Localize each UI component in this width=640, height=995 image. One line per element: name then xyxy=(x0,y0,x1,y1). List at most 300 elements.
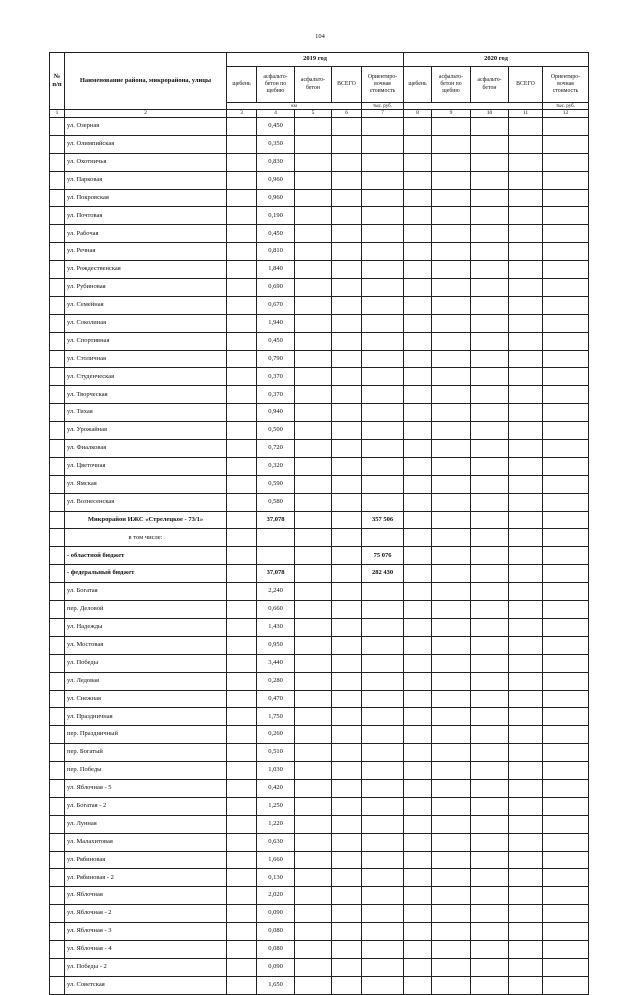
table-row xyxy=(50,404,589,422)
row-cell xyxy=(432,833,471,851)
row-cost xyxy=(362,869,404,887)
page-number: 104 xyxy=(315,33,325,40)
row-cell xyxy=(471,708,509,726)
row-cell xyxy=(509,493,543,511)
row-cell xyxy=(471,869,509,887)
row-cell xyxy=(332,135,362,153)
row-cost xyxy=(362,135,404,153)
row-cost: 282 430 xyxy=(362,565,404,583)
row-cost xyxy=(362,243,404,261)
table-row xyxy=(50,672,589,690)
row-cell xyxy=(543,296,589,314)
row-name: ул. Рябиновая xyxy=(65,851,227,869)
table-row xyxy=(50,958,589,976)
row-cell xyxy=(404,457,432,475)
row-cell xyxy=(332,726,362,744)
row-cell xyxy=(432,797,471,815)
row-cost xyxy=(362,726,404,744)
row-name: пер. Праздничный xyxy=(65,726,227,744)
row-cell xyxy=(404,243,432,261)
row-cell xyxy=(227,565,257,583)
row-cell xyxy=(332,583,362,601)
row-cell xyxy=(332,314,362,332)
row-cell xyxy=(471,654,509,672)
row-cell xyxy=(543,529,589,547)
row-cost xyxy=(362,618,404,636)
row-name: ул. Победы - 2 xyxy=(65,958,227,976)
row-cell xyxy=(432,851,471,869)
table-row xyxy=(50,565,589,583)
row-cell xyxy=(471,779,509,797)
row-length-km: 1,430 xyxy=(257,618,295,636)
row-length-km: 0,350 xyxy=(257,135,295,153)
row-cell xyxy=(543,511,589,529)
row-length-km: 0,670 xyxy=(257,296,295,314)
row-cell xyxy=(432,457,471,475)
row-cell xyxy=(432,636,471,654)
row-cell xyxy=(404,296,432,314)
row-cell xyxy=(509,332,543,350)
row-cell xyxy=(50,905,65,923)
header-asphalt-on-gravel: асфальто-бетон по щебню xyxy=(432,67,471,103)
row-length-km: 0,470 xyxy=(257,690,295,708)
row-length-km: 37,078 xyxy=(257,511,295,529)
row-cell xyxy=(332,404,362,422)
row-cost xyxy=(362,422,404,440)
row-cell xyxy=(332,225,362,243)
row-cell xyxy=(471,296,509,314)
row-cell xyxy=(509,833,543,851)
row-cell xyxy=(543,583,589,601)
row-name: пер. Победы xyxy=(65,762,227,780)
row-cell xyxy=(295,636,332,654)
row-cell xyxy=(227,314,257,332)
row-cell xyxy=(295,332,332,350)
row-name: ул. Олимпийская xyxy=(65,135,227,153)
table-row xyxy=(50,654,589,672)
row-cell xyxy=(432,296,471,314)
header-asphalt: асфальто-бетон xyxy=(471,67,509,103)
row-cell xyxy=(227,529,257,547)
row-cell xyxy=(471,225,509,243)
row-cell xyxy=(509,762,543,780)
col-index: 11 xyxy=(509,110,543,118)
row-cell xyxy=(332,118,362,136)
row-cell xyxy=(295,940,332,958)
row-cell xyxy=(543,118,589,136)
row-cell xyxy=(332,601,362,619)
row-name: ул. Семейная xyxy=(65,296,227,314)
row-cell xyxy=(332,368,362,386)
row-cell xyxy=(50,869,65,887)
row-cell xyxy=(50,475,65,493)
row-cell xyxy=(432,672,471,690)
row-cell xyxy=(227,511,257,529)
row-cell xyxy=(227,618,257,636)
row-cell xyxy=(295,457,332,475)
row-cell xyxy=(471,314,509,332)
row-cell xyxy=(509,314,543,332)
table-row xyxy=(50,171,589,189)
row-cell xyxy=(295,225,332,243)
row-cell xyxy=(543,547,589,565)
row-cell xyxy=(543,422,589,440)
row-cell xyxy=(432,475,471,493)
row-cell xyxy=(471,565,509,583)
table-row xyxy=(50,207,589,225)
row-cell xyxy=(227,708,257,726)
row-length-km: 0,450 xyxy=(257,118,295,136)
row-length-km: 0,420 xyxy=(257,779,295,797)
table-row xyxy=(50,797,589,815)
table-row xyxy=(50,851,589,869)
row-cell xyxy=(543,225,589,243)
row-cell xyxy=(471,744,509,762)
header-total: ВСЕГО xyxy=(332,67,362,103)
table-row xyxy=(50,386,589,404)
row-cell xyxy=(432,422,471,440)
row-cell xyxy=(543,869,589,887)
row-cell xyxy=(404,189,432,207)
row-cost xyxy=(362,708,404,726)
row-cell xyxy=(543,368,589,386)
table-row xyxy=(50,314,589,332)
row-length-km: 0,830 xyxy=(257,153,295,171)
table-row xyxy=(50,118,589,136)
col-index: 2 xyxy=(65,110,227,118)
row-length-km: 2,240 xyxy=(257,583,295,601)
row-cell xyxy=(332,171,362,189)
row-cell xyxy=(332,672,362,690)
row-cell xyxy=(471,350,509,368)
row-length-km: 37,078 xyxy=(257,565,295,583)
row-cell xyxy=(432,547,471,565)
row-name: ул. Почтовая xyxy=(65,207,227,225)
row-cell xyxy=(404,135,432,153)
row-cell xyxy=(404,762,432,780)
row-cost xyxy=(362,153,404,171)
row-cell xyxy=(543,189,589,207)
row-cell xyxy=(471,207,509,225)
row-cell xyxy=(509,440,543,458)
row-name: ул. Яблочная - 5 xyxy=(65,779,227,797)
row-cell xyxy=(295,905,332,923)
header-cost: Ориентиро-вочная стоимость xyxy=(362,67,404,103)
row-cell xyxy=(471,279,509,297)
row-cell xyxy=(509,386,543,404)
row-name: ул. Охотничья xyxy=(65,153,227,171)
row-cell xyxy=(432,153,471,171)
row-cell xyxy=(471,493,509,511)
row-cell xyxy=(295,368,332,386)
row-cell xyxy=(295,243,332,261)
row-cell xyxy=(295,440,332,458)
row-name: в том числе: xyxy=(65,529,227,547)
row-cell xyxy=(509,815,543,833)
row-cell xyxy=(50,618,65,636)
row-cell xyxy=(471,601,509,619)
row-cell xyxy=(432,726,471,744)
row-cell xyxy=(404,618,432,636)
row-cell xyxy=(50,940,65,958)
row-cell xyxy=(432,529,471,547)
row-cell xyxy=(543,940,589,958)
row-cell xyxy=(295,475,332,493)
table-row xyxy=(50,618,589,636)
row-cell xyxy=(295,135,332,153)
row-cost xyxy=(362,279,404,297)
row-cell xyxy=(50,350,65,368)
row-cell xyxy=(509,601,543,619)
row-cell xyxy=(471,583,509,601)
table-row xyxy=(50,601,589,619)
row-cell xyxy=(332,207,362,225)
row-cell xyxy=(332,958,362,976)
row-cell xyxy=(432,815,471,833)
row-cell xyxy=(332,887,362,905)
row-cell xyxy=(404,118,432,136)
row-cell xyxy=(509,797,543,815)
row-cost xyxy=(362,332,404,350)
row-cell xyxy=(432,368,471,386)
row-cell xyxy=(432,314,471,332)
row-length-km: 0,580 xyxy=(257,493,295,511)
row-length-km: 0,950 xyxy=(257,636,295,654)
row-length-km: 0,080 xyxy=(257,923,295,941)
row-cell xyxy=(404,636,432,654)
row-cell xyxy=(543,726,589,744)
row-length-km: 0,090 xyxy=(257,958,295,976)
row-cell xyxy=(295,511,332,529)
row-cell xyxy=(332,422,362,440)
row-cell xyxy=(543,833,589,851)
table-row xyxy=(50,422,589,440)
row-cell xyxy=(432,923,471,941)
table-row xyxy=(50,905,589,923)
row-cell xyxy=(471,475,509,493)
row-cell xyxy=(509,243,543,261)
row-cell xyxy=(295,672,332,690)
row-cell xyxy=(543,672,589,690)
column-index-row xyxy=(50,110,589,118)
row-cell xyxy=(543,314,589,332)
row-cell xyxy=(509,422,543,440)
row-cell xyxy=(543,905,589,923)
row-cell xyxy=(50,744,65,762)
row-cell xyxy=(295,261,332,279)
table-row xyxy=(50,779,589,797)
row-cell xyxy=(404,797,432,815)
row-cost xyxy=(362,350,404,368)
row-name: ул. Надежды xyxy=(65,618,227,636)
row-name: ул. Покровская xyxy=(65,189,227,207)
row-cell xyxy=(50,797,65,815)
row-name: Микрорайон ИЖС «Стрелецкое - 73/1» xyxy=(65,511,227,529)
row-cell xyxy=(404,815,432,833)
row-cost xyxy=(362,529,404,547)
row-name: ул. Рябиновая - 2 xyxy=(65,869,227,887)
row-cell xyxy=(332,189,362,207)
row-cell xyxy=(295,565,332,583)
row-cell xyxy=(471,332,509,350)
row-cell xyxy=(227,457,257,475)
row-cell xyxy=(509,672,543,690)
row-cell xyxy=(543,690,589,708)
row-cell xyxy=(543,762,589,780)
row-name: ул. Вознесенская xyxy=(65,493,227,511)
table-row xyxy=(50,332,589,350)
row-cost: 75 076 xyxy=(362,547,404,565)
row-length-km: 3,440 xyxy=(257,654,295,672)
row-cell xyxy=(227,958,257,976)
col-index: 12 xyxy=(543,110,589,118)
road-repair-table xyxy=(49,52,589,995)
row-cell xyxy=(227,332,257,350)
row-name: ул. Яблочная - 2 xyxy=(65,905,227,923)
row-cell xyxy=(50,493,65,511)
header-year-2020: 2020 год xyxy=(404,53,589,67)
row-cell xyxy=(509,565,543,583)
row-cell xyxy=(509,618,543,636)
row-cell xyxy=(543,171,589,189)
row-cell xyxy=(543,887,589,905)
row-cell xyxy=(50,261,65,279)
row-cell xyxy=(332,815,362,833)
row-cell xyxy=(50,404,65,422)
row-cell xyxy=(332,618,362,636)
row-cell xyxy=(227,350,257,368)
row-cell xyxy=(404,905,432,923)
row-cell xyxy=(471,135,509,153)
row-cell xyxy=(432,243,471,261)
row-cell xyxy=(332,386,362,404)
row-cost: 357 506 xyxy=(362,511,404,529)
row-cell xyxy=(543,475,589,493)
table-row xyxy=(50,708,589,726)
row-cell xyxy=(543,923,589,941)
row-cell xyxy=(471,618,509,636)
row-cell xyxy=(227,153,257,171)
row-cell xyxy=(332,976,362,994)
table-row xyxy=(50,457,589,475)
row-cell xyxy=(295,207,332,225)
row-cell xyxy=(50,726,65,744)
table-row xyxy=(50,583,589,601)
row-cell xyxy=(332,744,362,762)
row-name: - областной бюджет xyxy=(65,547,227,565)
row-cell xyxy=(432,171,471,189)
row-cell xyxy=(471,797,509,815)
row-cell xyxy=(295,583,332,601)
row-cell xyxy=(50,601,65,619)
row-cell xyxy=(227,976,257,994)
row-length-km: 1,940 xyxy=(257,314,295,332)
row-cell xyxy=(543,797,589,815)
row-cell xyxy=(227,601,257,619)
row-cell xyxy=(227,833,257,851)
row-cost xyxy=(362,118,404,136)
row-cell xyxy=(295,744,332,762)
row-cell xyxy=(471,851,509,869)
row-cell xyxy=(432,601,471,619)
row-cell xyxy=(509,368,543,386)
row-cell xyxy=(543,440,589,458)
row-cell xyxy=(50,135,65,153)
row-cell xyxy=(227,135,257,153)
row-cell xyxy=(404,851,432,869)
row-cell xyxy=(227,744,257,762)
table-row xyxy=(50,887,589,905)
row-cell xyxy=(404,940,432,958)
row-cell xyxy=(295,851,332,869)
row-cell xyxy=(227,207,257,225)
row-cell xyxy=(50,314,65,332)
row-cell xyxy=(471,118,509,136)
row-length-km: 0,790 xyxy=(257,350,295,368)
row-cell xyxy=(471,690,509,708)
col-index: 4 xyxy=(257,110,295,118)
row-cell xyxy=(332,565,362,583)
row-cell xyxy=(543,135,589,153)
row-cell xyxy=(50,296,65,314)
row-cell xyxy=(295,171,332,189)
row-name: ул. Столичная xyxy=(65,350,227,368)
row-cell xyxy=(227,923,257,941)
row-cell xyxy=(295,976,332,994)
row-cell xyxy=(404,404,432,422)
row-cost xyxy=(362,654,404,672)
row-name: ул. Лунная xyxy=(65,815,227,833)
row-cell xyxy=(332,762,362,780)
row-cell xyxy=(471,422,509,440)
col-index: 6 xyxy=(332,110,362,118)
row-cell xyxy=(432,976,471,994)
row-cost xyxy=(362,189,404,207)
row-cell xyxy=(543,153,589,171)
row-cell xyxy=(50,672,65,690)
row-cell xyxy=(227,261,257,279)
row-cell xyxy=(332,529,362,547)
row-cell xyxy=(543,601,589,619)
row-cell xyxy=(227,905,257,923)
row-cell xyxy=(509,654,543,672)
row-cell xyxy=(471,243,509,261)
header-unit-km: км xyxy=(227,103,362,110)
row-cell xyxy=(404,475,432,493)
row-cell xyxy=(332,547,362,565)
row-cell xyxy=(332,636,362,654)
row-cell xyxy=(471,529,509,547)
row-cell xyxy=(227,404,257,422)
row-cell xyxy=(332,869,362,887)
row-cell xyxy=(227,279,257,297)
row-name: ул. Яблочная xyxy=(65,887,227,905)
row-name: ул. Озерная xyxy=(65,118,227,136)
row-cell xyxy=(295,762,332,780)
row-cell xyxy=(227,887,257,905)
row-name: ул. Богатая xyxy=(65,583,227,601)
row-length-km: 0,370 xyxy=(257,368,295,386)
row-length-km: 0,450 xyxy=(257,332,295,350)
row-cell xyxy=(227,815,257,833)
row-length-km: 1,030 xyxy=(257,762,295,780)
row-cell xyxy=(227,869,257,887)
row-cost xyxy=(362,386,404,404)
row-cost xyxy=(362,475,404,493)
row-name: пер. Богатый xyxy=(65,744,227,762)
row-cost xyxy=(362,833,404,851)
row-cell xyxy=(509,296,543,314)
